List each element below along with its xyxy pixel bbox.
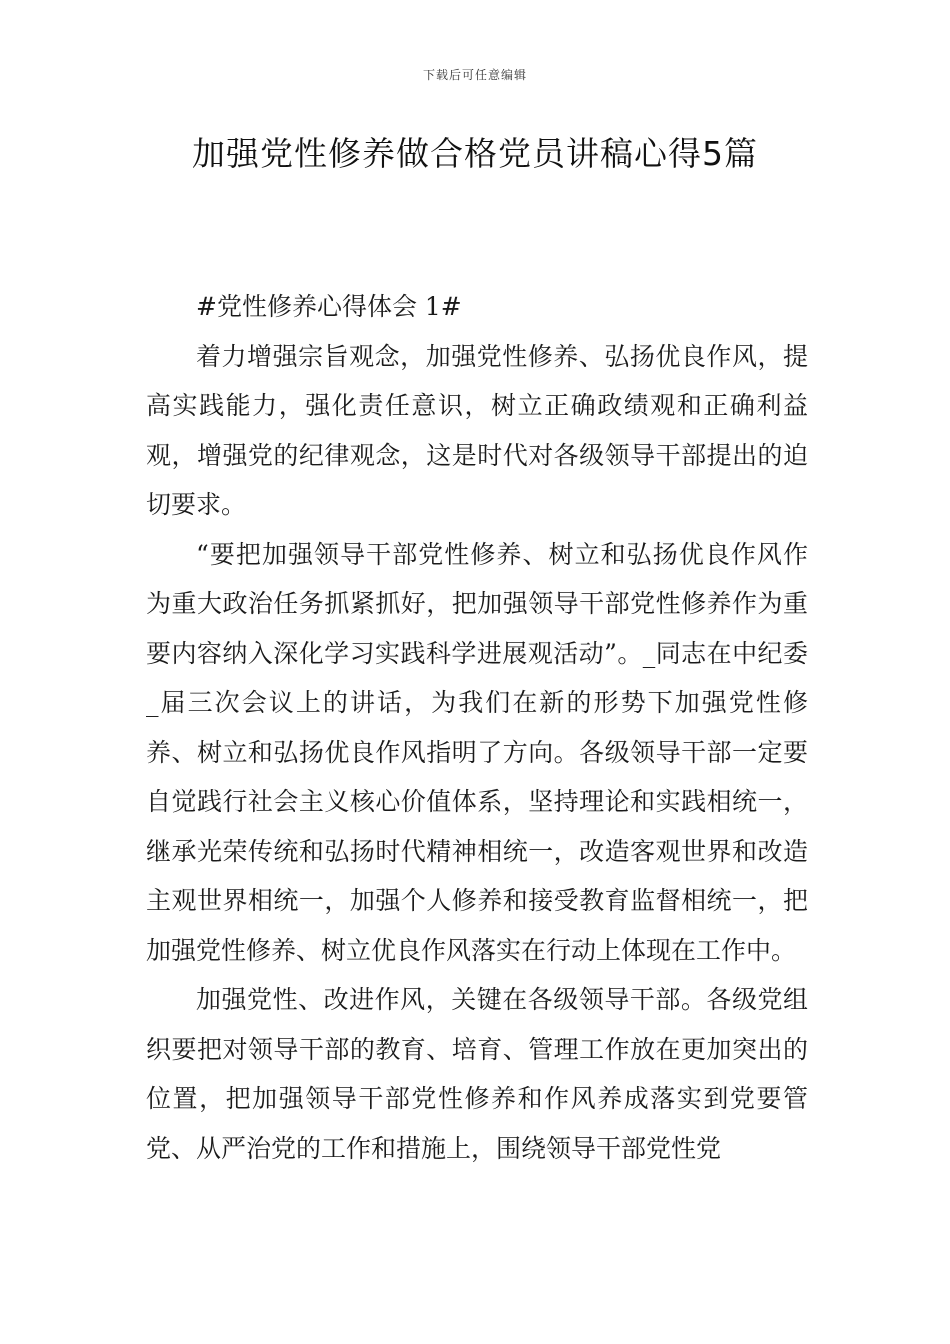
paragraph-1: 着力增强宗旨观念，加强党性修养、弘扬优良作风，提高实践能力，强化责任意识，树立正确政绩观和正确利益观，增强党的纪律观念，这是时代对各级领导干部提出的迫切要求。 <box>146 341 808 519</box>
document-title: 加强党性修养做合格党员讲稿心得5篇 <box>192 134 758 173</box>
paragraph-3: 加强党性、改进作风，关键在各级领导干部。各级党组织要把对领导干部的教育、培育、管理工作放在更加突出的位置，把加强领导干部党性修养和作风养成落实到党要管党、从严治党的工作和措施上，围绕领导干部党性党 <box>146 985 808 1163</box>
section-heading: #党性修养心得体会 1# <box>196 292 462 321</box>
paragraph-2: “要把加强领导干部党性修养、树立和弘扬优良作风作为重大政治任务抓紧抓好，把加强领导干部党性修养作为重要内容纳入深化学习实践科学进展观活动”。_同志在中纪委_届三次会议上的讲话，为我们在新的形势下加强党性修养、树立和弘扬优良作风指明了方向。各级领导干部一定要自觉践行社会主义核心价值体系，坚持理论和实践相统一，继承光荣传统和弘扬时代精神相统一，改造客观世界和改造主观世界相统一，加强个人修养和接受教育监督相统一，把加强党性修养、树立优良作风落实在行动上体现在工作中。 <box>146 539 808 965</box>
document-body <box>146 282 808 1173</box>
header-note: 下载后可任意编辑 <box>422 68 527 82</box>
